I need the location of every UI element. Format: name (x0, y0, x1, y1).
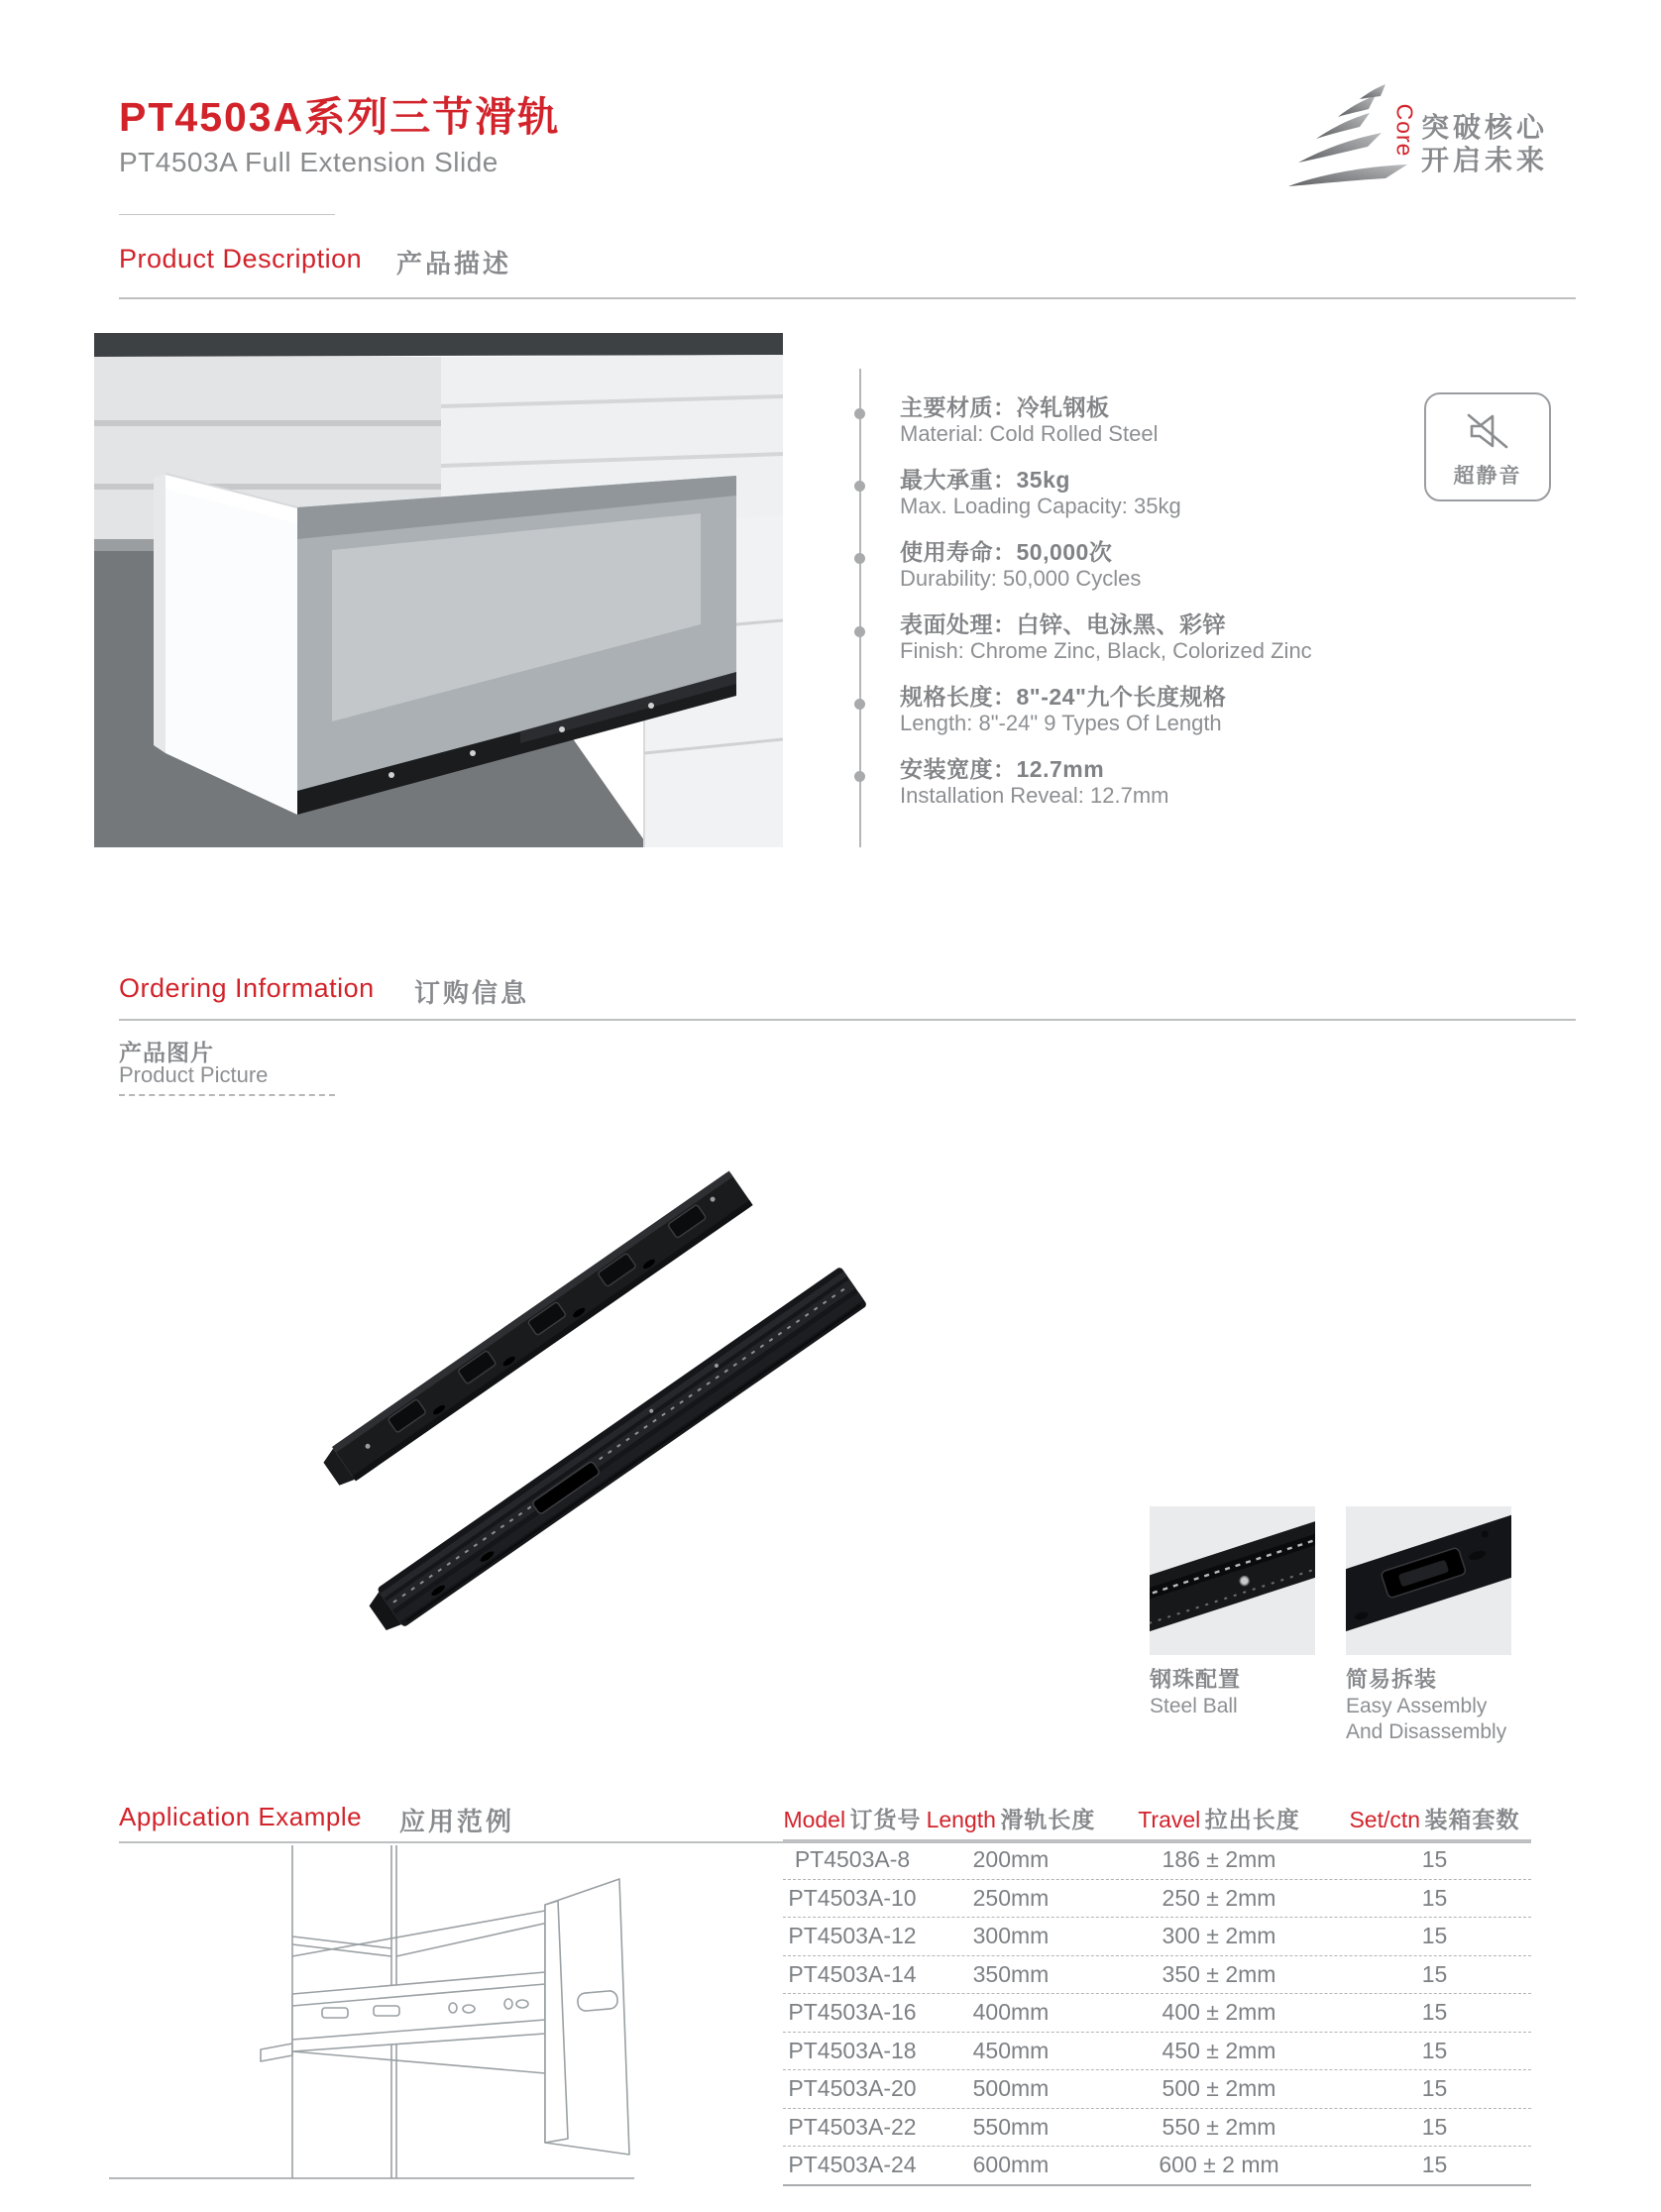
col-header-en: Length (926, 1806, 996, 1832)
cell-length: 200mm (972, 1846, 1050, 1873)
cell-travel: 186 ± 2mm (1162, 1846, 1276, 1873)
col-header-en: Model (783, 1806, 846, 1832)
section-application-example-cn: 应用范例 (399, 1807, 515, 1836)
table-row (783, 2033, 1531, 2071)
cell-length: 450mm (972, 2037, 1050, 2063)
col-header-travel (1100, 1802, 1338, 1834)
logo-slogan-line1: 突破核心 (1421, 112, 1549, 143)
feature-photo-steel-ball (1150, 1506, 1315, 1655)
col-header-en: Travel (1138, 1806, 1201, 1832)
section-product-description-cn: 产品描述 (396, 249, 512, 278)
spec-dot (854, 408, 865, 419)
section-ordering-information-cn: 订购信息 (414, 978, 530, 1008)
ordering-table-body (783, 1841, 1531, 2186)
ordering-table-header (783, 1796, 1531, 1839)
slides-photo (213, 1115, 1135, 1729)
table-row (783, 1880, 1531, 1919)
col-header-cn: 滑轨长度 (1000, 1806, 1096, 1832)
page-subtitle: PT4503A Full Extension Slide (119, 147, 498, 177)
spec-cn: 规格长度：8"-24"九个长度规格 (900, 684, 1227, 710)
spec-item (900, 684, 1376, 736)
application-drawing (94, 1845, 689, 2210)
cell-setctn: 15 (1421, 2037, 1448, 2063)
cell-model: PT4503A-24 (788, 2152, 917, 2178)
cell-model: PT4503A-14 (788, 1960, 917, 1987)
feature-caption (1150, 1663, 1328, 1719)
cell-length: 600mm (972, 2152, 1050, 2178)
spec-en: Finish: Chrome Zinc, Black, Colorized Zinc (900, 638, 1312, 663)
product-picture-label-cn: 产品图片 (119, 1040, 214, 1065)
spec-en: Durability: 50,000 Cycles (900, 566, 1142, 591)
cell-model: PT4503A-10 (788, 1884, 917, 1911)
table-row (783, 2147, 1531, 2184)
spec-dot (854, 553, 865, 564)
cell-model: PT4503A-12 (788, 1923, 917, 1949)
col-header-cn: 拉出长度 (1204, 1806, 1300, 1832)
cell-travel: 400 ± 2mm (1162, 1999, 1276, 2026)
spec-cn: 安装宽度：12.7mm (900, 756, 1105, 782)
cell-setctn: 15 (1421, 1999, 1448, 2026)
spec-item (900, 539, 1376, 592)
cell-model: PT4503A-8 (794, 1846, 911, 1873)
cell-length: 300mm (972, 1923, 1050, 1949)
section-ordering-information-en: Ordering Information (119, 973, 375, 1003)
quiet-badge (1424, 392, 1551, 501)
ordering-table (783, 1796, 1531, 2186)
spec-dot (854, 699, 865, 710)
cell-length: 550mm (972, 2113, 1050, 2140)
section-product-description-en: Product Description (119, 244, 363, 274)
cell-setctn: 15 (1421, 1846, 1448, 1873)
section-divider (119, 297, 1576, 299)
table-row (783, 2109, 1531, 2148)
cell-travel: 550 ± 2mm (1162, 2113, 1276, 2140)
spec-item (900, 394, 1376, 447)
quiet-badge-label: 超静音 (1453, 465, 1522, 488)
col-header-model (783, 1802, 922, 1834)
spec-item (900, 756, 1376, 809)
cell-travel: 300 ± 2mm (1162, 1923, 1276, 1949)
page-title: PT4503A系列三节滑轨 (119, 94, 561, 140)
cell-length: 400mm (972, 1999, 1050, 2026)
spec-list (900, 394, 1376, 829)
cell-travel: 250 ± 2mm (1162, 1884, 1276, 1911)
title-underline (119, 214, 335, 215)
cell-setctn: 15 (1421, 1923, 1448, 1949)
cell-model: PT4503A-18 (788, 2037, 917, 2063)
logo-slogan-line2: 开启未来 (1421, 145, 1549, 175)
feature-photo-easy-assembly (1346, 1506, 1511, 1655)
cell-model: PT4503A-22 (788, 2113, 917, 2140)
feature-caption (1346, 1663, 1524, 1745)
spec-dot (854, 626, 865, 637)
spec-cn: 主要材质：冷轧钢板 (900, 394, 1110, 420)
table-row (783, 1841, 1531, 1880)
cell-setctn: 15 (1421, 1960, 1448, 1987)
spec-item (900, 611, 1376, 664)
table-row (783, 2070, 1531, 2109)
product-picture-dashed-line (119, 1094, 335, 1096)
feature-caption-cn: 钢珠配置 (1150, 1667, 1242, 1692)
spec-cn: 使用寿命：50,000次 (900, 539, 1113, 565)
table-row (783, 1994, 1531, 2033)
cell-length: 350mm (972, 1960, 1050, 1987)
col-header-en: Set/ctn (1349, 1806, 1421, 1832)
cell-setctn: 15 (1421, 2152, 1448, 2178)
cell-travel: 450 ± 2mm (1162, 2037, 1276, 2063)
spec-item (900, 467, 1376, 519)
spec-en: Max. Loading Capacity: 35kg (900, 494, 1181, 518)
section-divider (119, 1019, 1576, 1021)
spec-cn: 表面处理：白锌、电泳黑、彩锌 (900, 611, 1226, 637)
feature-caption-en: Easy Assembly And Disassembly (1346, 1695, 1507, 1743)
cell-model: PT4503A-20 (788, 2075, 917, 2102)
col-header-setctn (1338, 1802, 1531, 1834)
drawer-photo (94, 327, 783, 847)
cell-setctn: 15 (1421, 2075, 1448, 2102)
feature-caption-en: Steel Ball (1150, 1695, 1238, 1717)
spec-dot (854, 481, 865, 492)
cell-setctn: 15 (1421, 1884, 1448, 1911)
cell-travel: 500 ± 2mm (1162, 2075, 1276, 2102)
spec-dot (854, 771, 865, 782)
col-header-cn: 装箱套数 (1424, 1806, 1520, 1832)
mute-speaker-icon (1465, 410, 1510, 452)
spec-en: Length: 8"-24" 9 Types Of Length (900, 711, 1222, 735)
logo-core-label: Core (1391, 103, 1418, 158)
product-picture-label-en: Product Picture (119, 1062, 269, 1087)
table-row (783, 1918, 1531, 1956)
cell-length: 500mm (972, 2075, 1050, 2102)
cell-travel: 600 ± 2 mm (1159, 2152, 1279, 2178)
cell-length: 250mm (972, 1884, 1050, 1911)
spec-en: Installation Reveal: 12.7mm (900, 783, 1169, 808)
spec-en: Material: Cold Rolled Steel (900, 421, 1159, 446)
logo-slogan (1421, 111, 1548, 176)
col-header-cn: 订货号 (849, 1806, 922, 1832)
table-row (783, 1956, 1531, 1995)
section-application-example-en: Application Example (119, 1802, 363, 1831)
cell-setctn: 15 (1421, 2113, 1448, 2140)
spec-cn: 最大承重：35kg (900, 467, 1070, 493)
col-header-length (922, 1802, 1100, 1834)
cell-travel: 350 ± 2mm (1162, 1960, 1276, 1987)
feature-caption-cn: 简易拆装 (1346, 1667, 1438, 1692)
cell-model: PT4503A-16 (788, 1999, 917, 2026)
